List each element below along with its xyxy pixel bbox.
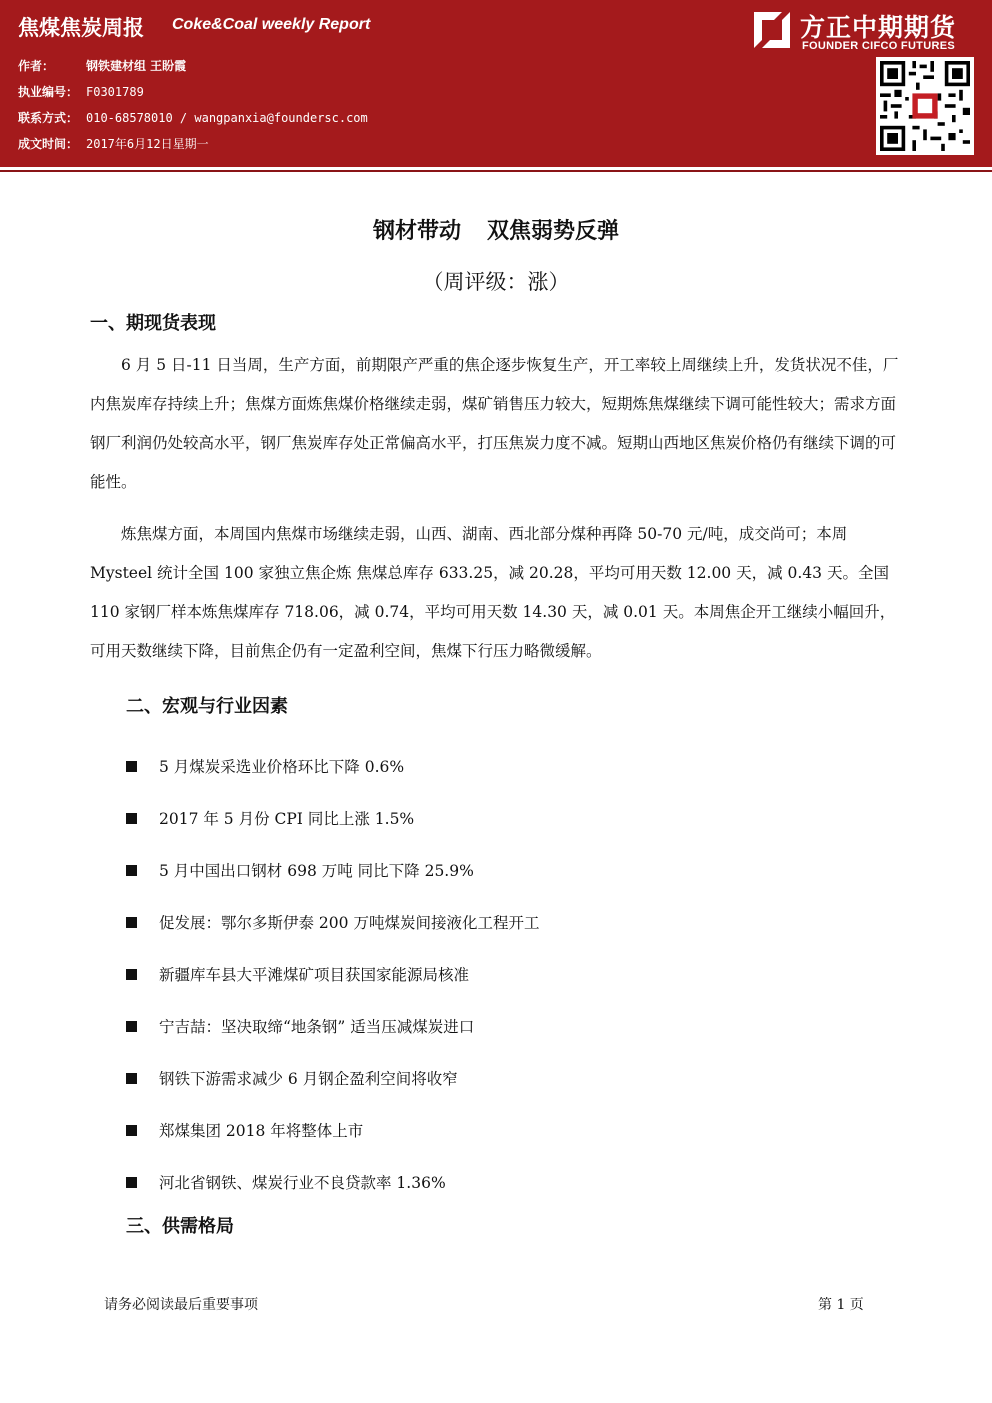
news-bullet-list <box>126 740 539 1208</box>
contact-value: 010-68578010 / wangpanxia@foundersc.com <box>86 111 368 125</box>
list-item-text: 5 月煤炭采选业价格环比下降 0.6% <box>159 758 405 776</box>
square-bullet-icon <box>126 1125 137 1136</box>
square-bullet-icon <box>126 1177 137 1188</box>
square-bullet-icon <box>126 761 137 772</box>
section-heading-2: 二、宏观与行业因素 <box>126 696 288 717</box>
list-item-text: 2017 年 5 月份 CPI 同比上涨 1.5% <box>159 810 415 828</box>
list-item <box>126 896 539 948</box>
paragraph-2: 炼焦煤方面，本周国内焦煤市场继续走弱，山西、湖南、西北部分煤种再降 50-70 元/吨，成交尚可；本周 Mysteel 统计全国 100 家独立焦企炼 焦煤总库存 633.25，减 20.28，平均可用天数 12.00 天，减 0.43 天。全国 110 家钢厂样本炼焦煤库存 718.06，减 0.74，平均可用天数 14.30 天，减 0.01 天。本周焦企开工继续小幅回升，可用天数继续下降，目前焦企仍有一定盈利空间，焦煤下行压力略微缓解。 <box>90 525 896 660</box>
report-header <box>0 0 992 163</box>
list-item <box>126 1156 539 1208</box>
list-item <box>126 740 539 792</box>
square-bullet-icon <box>126 1073 137 1084</box>
date-label: 成文时间： <box>18 137 79 151</box>
logo-mark-icon <box>752 10 792 50</box>
list-item <box>126 792 539 844</box>
paragraph-1: 6 月 5 日-11 日当周，生产方面，前期限产严重的焦企逐步恢复生产，开工率较上周继续上升，发货状况不佳，厂内焦炭库存持续上升；焦煤方面炼焦煤价格继续走弱，煤矿销售压力较大，短期炼焦煤继续下调可能性较大；需求方面钢厂利润仍处较高水平，钢厂焦炭库存处正常偏高水平，打压焦炭力度不减。短期山西地区焦炭价格仍有继续下调的可能性。 <box>90 356 899 491</box>
license-value: F0301789 <box>86 85 144 99</box>
footer-disclaimer: 请务必阅读最后重要事项 <box>104 1297 258 1313</box>
list-item <box>126 1052 539 1104</box>
list-item-text: 5 月中国出口钢材 698 万吨 同比下降 25.9% <box>159 862 474 880</box>
company-logo <box>752 8 982 54</box>
list-item-text: 新疆库车县大平滩煤矿项目获国家能源局核准 <box>159 966 470 984</box>
qr-code-icon <box>880 61 970 151</box>
date-row <box>18 135 209 152</box>
license-row <box>18 83 144 100</box>
page-number: 第 1 页 <box>818 1297 864 1313</box>
contact-label: 联系方式： <box>18 111 79 125</box>
section-heading-3: 三、供需格局 <box>126 1216 234 1237</box>
author-row <box>18 57 186 74</box>
document-title-part2: 双焦弱势反弹 <box>487 219 620 244</box>
square-bullet-icon <box>126 1021 137 1032</box>
square-bullet-icon <box>126 865 137 876</box>
square-bullet-icon <box>126 813 137 824</box>
list-item-text: 河北省钢铁、煤炭行业不良贷款率 1.36% <box>159 1174 446 1192</box>
document-title-part1: 钢材带动 <box>372 219 461 244</box>
date-value: 2017年6月12日星期一 <box>86 137 209 151</box>
document-title <box>0 214 992 245</box>
report-title-cn: 焦煤焦炭周报 <box>18 16 144 40</box>
square-bullet-icon <box>126 917 137 928</box>
logo-text-cn: 方正中期期货 <box>800 13 957 42</box>
author-value: 钢铁建材组 王盼霞 <box>86 59 187 73</box>
list-item-text: 促发展：鄂尔多斯伊泰 200 万吨煤炭间接液化工程开工 <box>159 914 540 932</box>
contact-row <box>18 109 368 126</box>
list-item-text: 郑煤集团 2018 年将整体上市 <box>159 1122 364 1140</box>
square-bullet-icon <box>126 969 137 980</box>
section-heading-1: 一、期现货表现 <box>90 313 216 334</box>
license-label: 执业编号： <box>18 85 79 99</box>
qr-code <box>876 57 974 155</box>
list-item-text: 钢铁下游需求减少 6 月钢企盈利空间将收窄 <box>159 1070 458 1088</box>
list-item <box>126 844 539 896</box>
author-label: 作者： <box>18 59 55 73</box>
report-title-en: Coke&Coal weekly Report <box>172 16 371 33</box>
list-item <box>126 948 539 1000</box>
list-item <box>126 1000 539 1052</box>
weekly-rating: （周评级：涨） <box>422 270 570 294</box>
list-item <box>126 1104 539 1156</box>
header-divider <box>0 163 992 177</box>
list-item-text: 宁吉喆：坚决取缔“地条钢” 适当压减煤炭进口 <box>159 1018 475 1036</box>
logo-text-en: FOUNDER CIFCO FUTURES <box>802 40 955 52</box>
